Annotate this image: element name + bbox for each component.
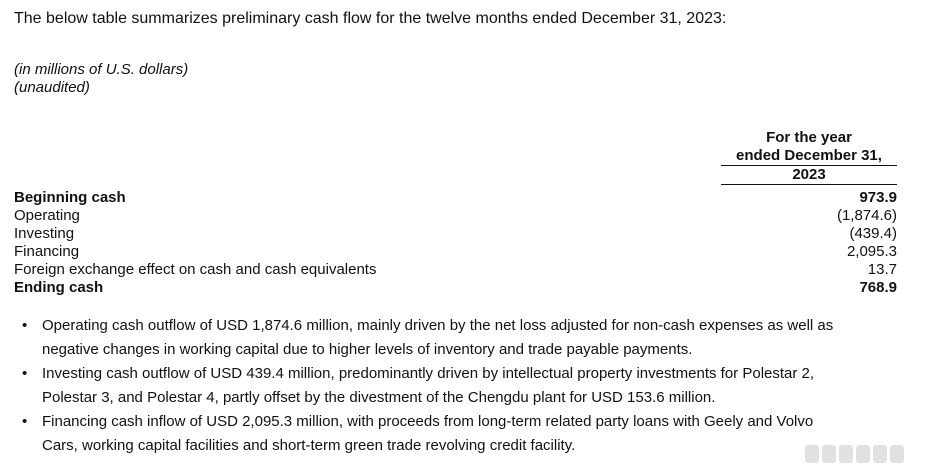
table-row-investing: [14, 225, 897, 243]
row-label: Ending cash: [14, 279, 104, 296]
bullet-line: Operating cash outflow of USD 1,874.6 million, mainly driven by the net loss adjusted for non-cash expenses as well as: [42, 317, 834, 334]
row-value: 973.9: [859, 189, 897, 206]
row-label: Foreign exchange effect on cash and cash equivalents: [14, 261, 377, 278]
column-header-year: 2023: [721, 166, 897, 185]
row-value: (1,874.6): [836, 207, 897, 224]
bullet-line: negative changes in working capital due to higher levels of inventory and trade payable payments.: [42, 341, 693, 358]
row-value: (439.4): [849, 225, 897, 242]
bullet-line: Financing cash inflow of USD 2,095.3 million, with proceeds from long-term related party loans with Geely and Volvo: [42, 413, 814, 430]
table-row-financing: [14, 243, 897, 261]
watermark-block: [890, 445, 904, 463]
column-header-line2: ended December 31,: [721, 147, 897, 166]
bullet-dot-icon: •: [22, 413, 28, 430]
watermark-block: [839, 445, 853, 463]
row-value: 768.9: [859, 279, 897, 296]
row-label: Beginning cash: [14, 189, 126, 206]
table-row-beginning-cash: [14, 189, 897, 207]
watermark-block: [856, 445, 870, 463]
watermark-icon: [805, 443, 925, 465]
bullet-operating: [22, 314, 902, 362]
table-row-ending-cash: [14, 279, 897, 297]
watermark-block: [873, 445, 887, 463]
bullet-dot-icon: •: [22, 365, 28, 382]
summary-bullets: [22, 314, 902, 458]
cash-flow-table: [14, 189, 897, 297]
row-value: 2,095.3: [846, 243, 897, 260]
unaudited-line: (unaudited): [14, 79, 90, 96]
bullet-line: Investing cash outflow of USD 439.4 million, predominantly driven by intellectual property investments for Polestar 2,: [42, 365, 815, 382]
row-label: Financing: [14, 243, 80, 260]
units-line: (in millions of U.S. dollars): [14, 61, 189, 78]
bullet-dot-icon: •: [22, 317, 28, 334]
table-row-operating: [14, 207, 897, 225]
column-header: [721, 129, 897, 185]
watermark-block: [805, 445, 819, 463]
bullet-financing: [22, 410, 902, 458]
intro-text: The below table summarizes preliminary cash flow for the twelve months ended December 31, 2023:: [14, 10, 727, 27]
column-header-line1: For the year: [766, 129, 852, 146]
watermark-block: [822, 445, 836, 463]
bullet-investing: [22, 362, 902, 410]
row-value: 13.7: [867, 261, 897, 278]
row-label: Investing: [14, 225, 75, 242]
units-note: [14, 61, 188, 97]
table-row-fx-effect: [14, 261, 897, 279]
bullet-line: Cars, working capital facilities and short-term green trade revolving credit facility.: [42, 437, 576, 454]
bullet-line: Polestar 3, and Polestar 4, partly offset by the divestment of the Chengdu plant for USD 153.6 million.: [42, 389, 716, 406]
row-label: Operating: [14, 207, 80, 224]
